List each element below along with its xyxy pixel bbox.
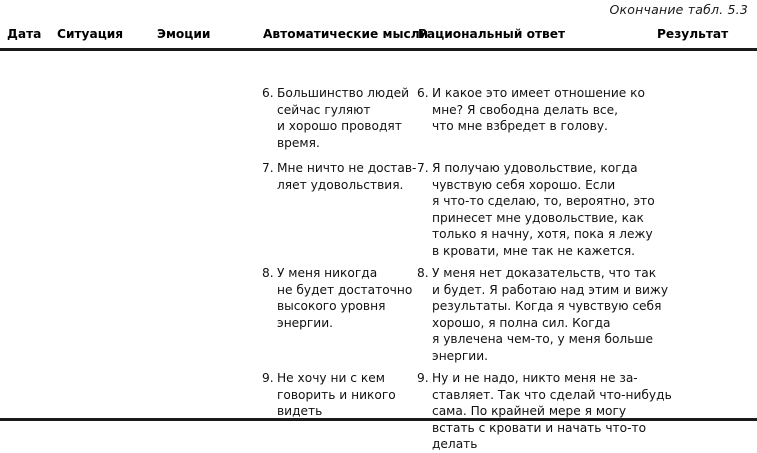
entry-line: мне? Я свободна делать все,	[432, 102, 618, 117]
entry-line: сейчас гуляют	[277, 102, 371, 117]
entry-number: 8.	[417, 266, 429, 280]
entry-line: энергии.	[277, 315, 334, 330]
table-body	[0, 56, 757, 452]
entry-line: Ну и не надо, никто меня не за-	[432, 371, 638, 385]
entry-text-block	[417, 85, 667, 135]
entry-text-block	[262, 265, 414, 331]
entry-number: 6.	[417, 86, 429, 100]
header-divider-rule	[0, 48, 757, 51]
entry-line: Не хочу ни с кем	[277, 371, 385, 385]
entry-line: хорошо, я полна сил. Когда	[432, 315, 611, 330]
entry-line: сама. По крайней мере я могу	[432, 404, 627, 419]
table-cell-automatic-thoughts	[262, 370, 414, 420]
entry-line: результаты. Когда я чувствую себя	[432, 299, 662, 314]
entry-line: в кровати, мне так не кажется.	[432, 243, 636, 258]
table-cell-automatic-thoughts	[262, 85, 414, 151]
entry-text-block	[417, 370, 672, 453]
column-header-date: Дата	[7, 27, 42, 41]
entry-number: 8.	[262, 266, 274, 280]
worksheet-table	[0, 27, 757, 452]
page-running-head: Окончание табл. 5.3	[609, 2, 748, 17]
entry-line: я увлечена чем-то, у меня больше	[432, 332, 654, 347]
entry-line: я что-то сделаю, то, вероятно, это	[432, 194, 655, 209]
table-bottom-rule	[0, 418, 757, 421]
column-header-rational-response: Рациональный ответ	[418, 27, 566, 41]
table-cell-rational-response	[417, 160, 667, 260]
column-header-emotions: Эмоции	[157, 27, 211, 41]
entry-line: энергии.	[432, 348, 489, 363]
entry-line: высокого уровня	[277, 299, 386, 314]
entry-line: говорить и никого	[277, 387, 396, 402]
table-cell-rational-response	[417, 370, 672, 453]
entry-text-block	[262, 85, 414, 151]
entry-line: Мне ничто не достав-	[277, 161, 417, 175]
entry-line: У меня нет доказательств, что так	[432, 266, 657, 280]
table-cell-automatic-thoughts	[262, 265, 414, 331]
column-header-situation: Ситуация	[57, 27, 124, 41]
table-cell-rational-response	[417, 265, 667, 365]
entry-text-block	[262, 370, 414, 420]
entry-text-block	[262, 160, 417, 193]
entry-line: встать с кровати и начать что-то	[432, 420, 647, 435]
column-header-result: Результат	[657, 27, 729, 41]
entry-line: и будет. Я работаю над этим и вижу	[432, 282, 669, 297]
entry-number: 7.	[262, 161, 274, 175]
entry-line: И какое это имеет отношение ко	[432, 86, 645, 100]
entry-line: время.	[277, 135, 320, 150]
entry-line: Я получаю удовольствие, когда	[432, 161, 638, 175]
entry-line: и хорошо проводят	[277, 119, 402, 134]
entry-line: не будет достаточно	[277, 282, 413, 297]
entry-line: ставляет. Так что сделай что-нибудь	[432, 387, 672, 402]
entry-text-block	[417, 160, 667, 260]
entry-line: делать	[432, 437, 478, 452]
entry-line: чувствую себя хорошо. Если	[432, 177, 616, 192]
entry-number: 6.	[262, 86, 274, 100]
entry-number: 9.	[417, 371, 429, 385]
entry-number: 7.	[417, 161, 429, 175]
entry-line: видеть	[277, 404, 323, 419]
entry-line: У меня никогда	[277, 266, 378, 280]
entry-text-block	[417, 265, 667, 365]
entry-line: ляет удовольствия.	[277, 177, 404, 192]
table-cell-rational-response	[417, 85, 667, 135]
table-cell-automatic-thoughts	[262, 160, 417, 193]
entry-line: Большинство людей	[277, 86, 410, 100]
entry-line: принесет мне удовольствие, как	[432, 210, 644, 225]
entry-number: 9.	[262, 371, 274, 385]
entry-line: что мне взбредет в голову.	[432, 119, 608, 134]
entry-line: только я начну, хотя, пока я лежу	[432, 227, 653, 242]
table-header-row	[0, 27, 757, 48]
column-header-automatic-thoughts: Автоматические мысли	[263, 27, 429, 41]
